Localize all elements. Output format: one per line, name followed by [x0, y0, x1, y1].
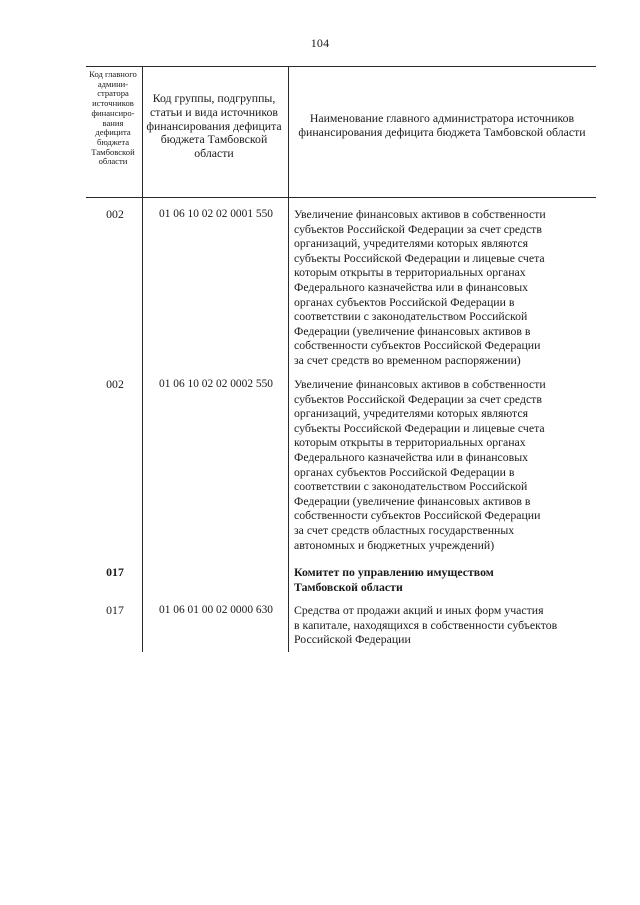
admin-code-cell: 017	[106, 603, 124, 617]
source-code-cell: 01 06 10 02 02 0002 550	[159, 378, 273, 390]
name-cell: Средства от продажи акций и иных форм участия в капитале, находящихся в собственности субъектов Российской Федерации	[294, 603, 558, 647]
page-number: 104	[310, 36, 330, 50]
header-admin-code: Код главного админи-стратора источников финансиро-вания дефицита бюджета Тамбовской области	[89, 69, 137, 167]
table-top-border	[86, 66, 596, 67]
header-name: Наименование главного администратора источников финансирования дефицита бюджета Тамбовской области	[298, 111, 586, 140]
name-cell: Увеличение финансовых активов в собственности субъектов Российской Федерации за счет средств организаций, учредителями которых являются субъекты Российской Федерации и лицевые счета которым открыты в территориальных органах Федерального казначейства или в финансовых органах субъектов Российской Федерации в соответствии с законодательством Российской Федерации (увеличение финансовых активов в собственности субъектов Российской Федерации за счет средств во временном распоряжении)	[294, 207, 546, 367]
admin-code-cell: 002	[106, 377, 124, 391]
source-code-cell: 01 06 10 02 02 0001 550	[159, 208, 273, 220]
name-cell: Комитет по управлению имуществом Тамбовской области	[294, 565, 494, 594]
name-cell: Увеличение финансовых активов в собственности субъектов Российской Федерации за счет средств организаций, учредителями которых являются субъекты Российской Федерации и лицевые счета которым открыты в территориальных органах Федерального казначейства или в финансовых органах субъектов Российской Федерации в соответствии с законодательством Российской Федерации (увеличение финансовых активов в собственности субъектов Российской Федерации за счет средств областных государственных автономных и бюджетных учреждений)	[294, 377, 546, 552]
column-divider-2	[288, 66, 289, 652]
admin-code-cell: 017	[106, 565, 124, 579]
header-source-code: Код группы, подгруппы, статьи и вида источников финансирования дефицита бюджета Тамбовской области	[146, 91, 282, 161]
source-code-cell: 01 06 01 00 02 0000 630	[159, 604, 273, 616]
header-bottom-border	[86, 197, 596, 198]
admin-code-cell: 002	[106, 207, 124, 221]
